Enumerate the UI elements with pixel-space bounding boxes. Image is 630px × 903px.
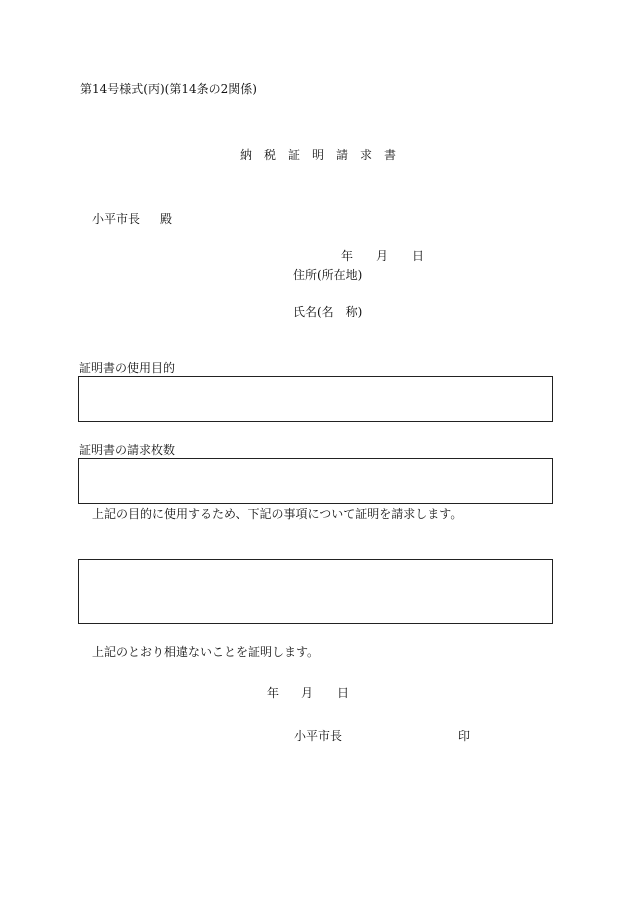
date-bottom-day: 日 — [337, 686, 350, 700]
purpose-label: 証明書の使用目的 — [79, 361, 176, 375]
copies-label: 証明書の請求枚数 — [79, 443, 176, 457]
issuer-name: 小平市長 — [294, 729, 343, 743]
request-statement: 上記の目的に使用するため、下記の事項について証明を請求します。 — [92, 507, 463, 521]
date-top-year: 年 — [341, 249, 354, 263]
purpose-field[interactable] — [78, 376, 553, 422]
issuer-seal-mark: 印 — [458, 729, 471, 743]
document-title: 納税証明請求書 — [240, 148, 409, 162]
form-number: 第14号様式(丙)(第14条の2関係) — [80, 82, 257, 96]
date-bottom-year: 年 — [267, 686, 280, 700]
copies-field[interactable] — [78, 458, 553, 504]
applicant-address-label: 住所(所在地) — [293, 268, 363, 282]
applicant-name-label: 氏名(名 称) — [293, 305, 363, 319]
certification-statement: 上記のとおり相違ないことを証明します。 — [92, 645, 320, 659]
addressee-honorific: 殿 — [160, 212, 173, 226]
addressee-name: 小平市長 — [92, 212, 141, 226]
date-bottom-month: 月 — [301, 686, 314, 700]
matters-field[interactable] — [78, 559, 553, 624]
date-top-day: 日 — [412, 249, 425, 263]
date-top-month: 月 — [376, 249, 389, 263]
